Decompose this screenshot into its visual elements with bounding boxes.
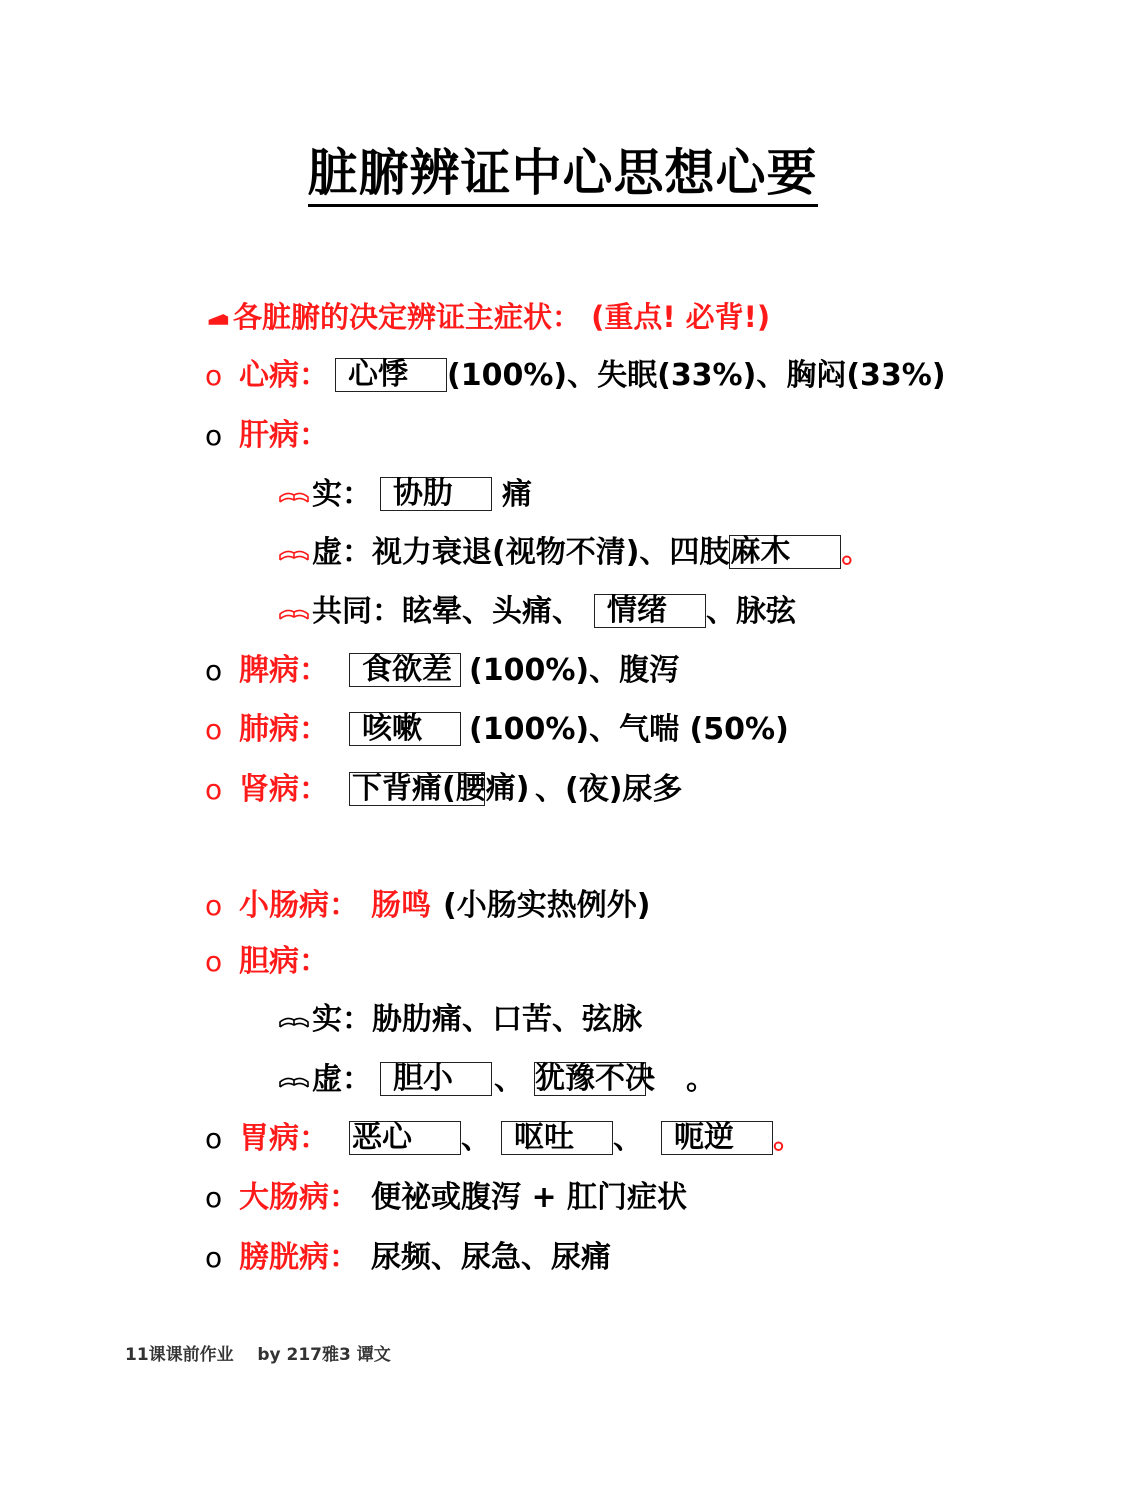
pencil-icon <box>207 310 233 328</box>
lung-rest: (100%)、气喘 (50%) <box>469 712 789 747</box>
heart-answer-box: 心悸 <box>335 358 447 392</box>
spleen-row <box>205 651 679 691</box>
gallbladder-shi-label: 实： <box>312 1002 372 1037</box>
spleen-label: 脾病： <box>239 653 329 688</box>
gallbladder-xu-answer-box-1: 胆小 <box>380 1062 492 1096</box>
kidney-row <box>205 770 682 810</box>
bullet-icon: o <box>205 945 223 978</box>
page-title-wrap <box>0 142 1125 207</box>
page-title: 脏腑辨证中心思想心要 <box>308 142 818 207</box>
stomach-answer-box-1: 恶心 <box>349 1121 461 1155</box>
bullet-icon: o <box>205 1122 223 1155</box>
liver-row <box>205 416 329 456</box>
bullet-icon: o <box>205 1241 223 1274</box>
small-intestine-label: 小肠病： <box>239 888 359 923</box>
liver-xu-answer-box: 麻木 <box>729 535 841 569</box>
liver-xu-text: 视力衰退(视物不清)、四肢 <box>372 535 730 570</box>
stomach-label: 胃病： <box>239 1121 329 1156</box>
lung-answer-box: 咳嗽 <box>349 712 461 746</box>
footer-text: 11课课前作业 by 217雅3 谭文 <box>125 1345 391 1365</box>
bullet-icon: o <box>205 654 223 687</box>
spleen-answer-box: 食欲差 <box>349 653 461 687</box>
book-icon <box>278 545 310 563</box>
liver-common-row <box>278 592 796 632</box>
section-heading <box>207 297 770 337</box>
section-heading-text: 各脏腑的决定辨证主症状： (重点! 必背!) <box>233 300 771 334</box>
small-intestine-rest: (小肠实热例外) <box>443 888 651 923</box>
bullet-icon: o <box>205 359 223 392</box>
liver-common-rest: 、脉弦 <box>706 594 796 629</box>
bullet-icon: o <box>205 713 223 746</box>
small-intestine-row <box>205 886 650 926</box>
stomach-answer-box-3: 呃逆 <box>661 1121 773 1155</box>
heart-row <box>205 356 946 396</box>
bullet-icon: o <box>205 419 223 452</box>
stomach-answer-box-2: 呕吐 <box>501 1121 613 1155</box>
liver-label: 肝病： <box>239 418 329 453</box>
kidney-answer-box: 下背痛(腰痛) <box>349 772 485 806</box>
stomach-row <box>205 1119 803 1159</box>
gallbladder-shi-text: 胁肋痛、口苦、弦脉 <box>372 1002 642 1037</box>
gallbladder-xu-answer-box-2: 犹豫不决 <box>535 1060 655 1096</box>
heart-label: 心病： <box>239 358 329 393</box>
large-intestine-row <box>205 1178 687 1218</box>
lung-label: 肺病： <box>239 712 329 747</box>
liver-xu-label: 虚： <box>312 535 372 570</box>
kidney-rest: 、(夜)尿多 <box>535 772 683 807</box>
small-intestine-key: 肠鸣 <box>371 888 431 923</box>
lung-row <box>205 710 789 750</box>
book-icon <box>278 487 310 505</box>
book-icon <box>278 604 310 622</box>
large-intestine-label: 大肠病： <box>239 1180 359 1215</box>
book-icon <box>278 1012 310 1030</box>
bladder-rest: 尿频、尿急、尿痛 <box>371 1240 611 1275</box>
bladder-label: 膀胱病： <box>239 1240 359 1275</box>
liver-xu-row <box>278 533 871 573</box>
liver-shi-label: 实： <box>312 477 372 512</box>
gallbladder-xu-row <box>278 1060 716 1100</box>
liver-shi-answer-box: 协肋 <box>380 477 492 511</box>
gallbladder-label: 胆病： <box>239 944 329 979</box>
stomach-end: 。 <box>773 1121 803 1156</box>
liver-common-answer-box: 情绪 <box>594 594 706 628</box>
gallbladder-xu-end: 。 <box>686 1062 716 1097</box>
liver-common-text: 眩晕、头痛、 <box>402 594 582 629</box>
gallbladder-xu-label: 虚： <box>312 1062 372 1097</box>
liver-shi-rest: 痛 <box>502 477 532 512</box>
bullet-icon: o <box>205 1181 223 1214</box>
footer-note <box>125 1340 391 1365</box>
bladder-row <box>205 1238 611 1278</box>
large-intestine-rest: 便祕或腹泻 + 肛门症状 <box>371 1180 688 1215</box>
heart-rest: (100%)、失眠(33%)、胸闷(33%) <box>447 358 946 393</box>
gallbladder-row <box>205 942 329 982</box>
liver-common-label: 共同： <box>312 594 402 629</box>
spleen-rest: (100%)、腹泻 <box>469 653 680 688</box>
liver-shi-row <box>278 475 532 515</box>
stomach-sep-2: 、 <box>613 1121 643 1156</box>
gallbladder-xu-sep: 、 <box>494 1062 524 1097</box>
bullet-icon: o <box>205 889 223 922</box>
gallbladder-shi-row <box>278 1000 642 1040</box>
bullet-icon: o <box>205 773 223 806</box>
liver-xu-end: 。 <box>841 535 872 570</box>
book-icon <box>278 1072 310 1090</box>
kidney-label: 肾病： <box>239 772 329 807</box>
stomach-sep-1: 、 <box>461 1121 491 1156</box>
